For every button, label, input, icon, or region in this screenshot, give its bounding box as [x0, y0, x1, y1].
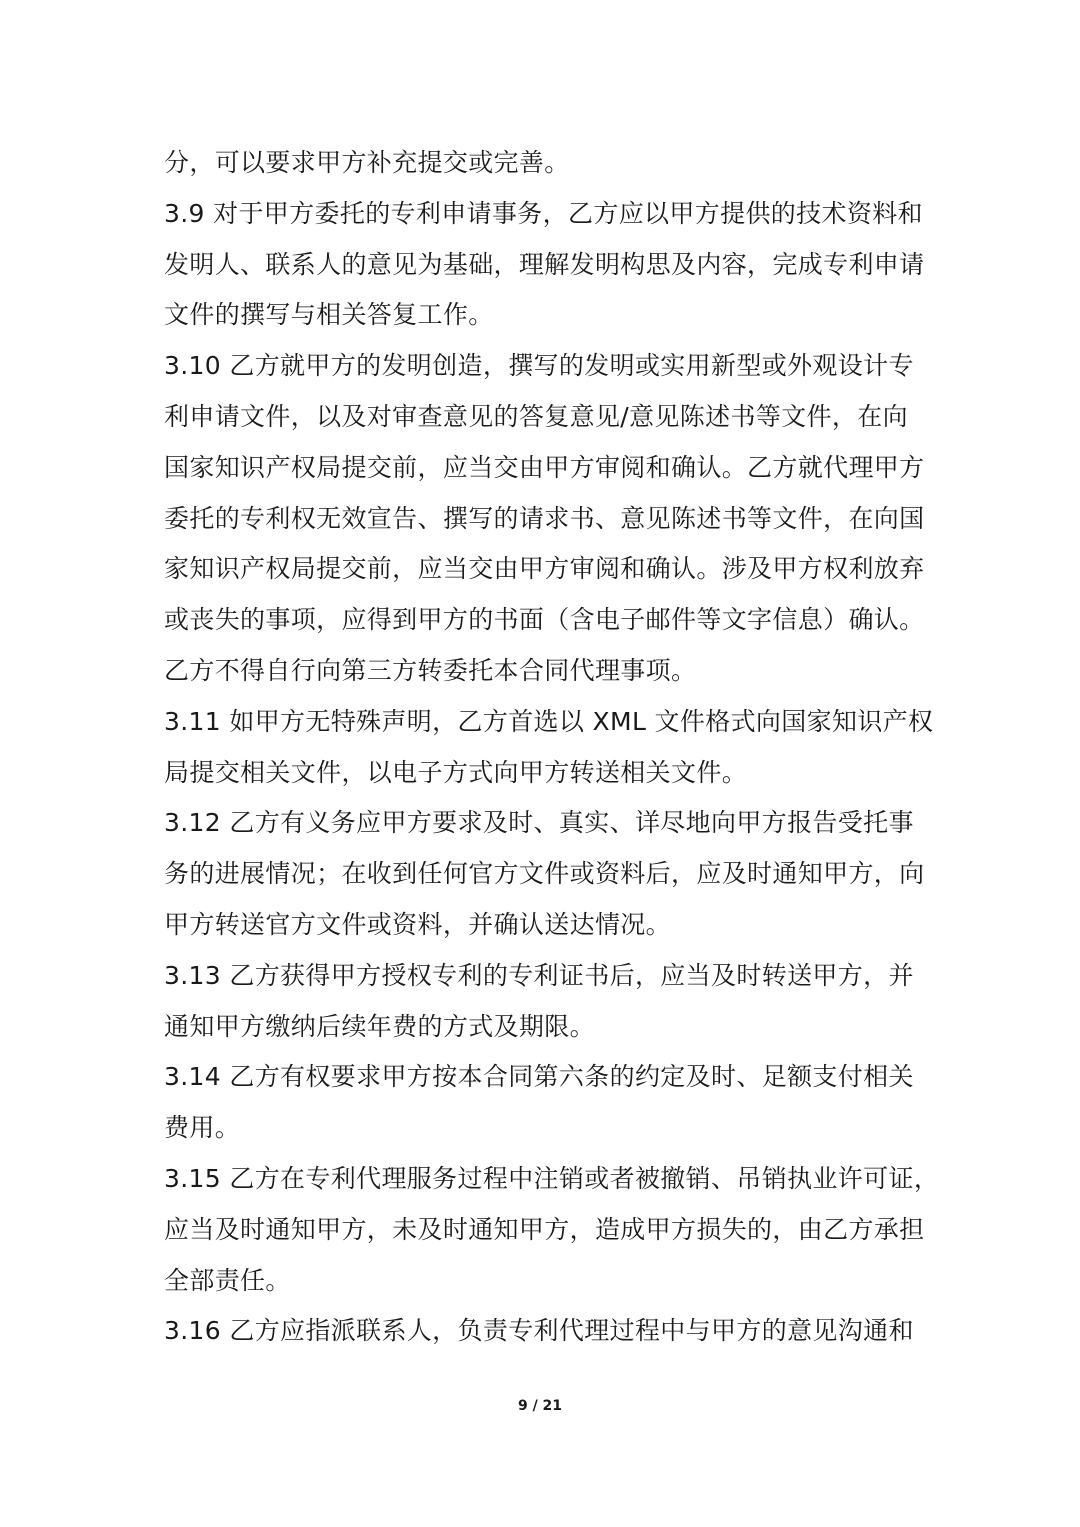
text-line: 发明人、联系人的意见为基础，理解发明构思及内容，完成专利申请 — [164, 249, 925, 279]
text-line: 甲方转送官方文件或资料，并确认送达情况。 — [164, 909, 672, 939]
text-line: 3.15 乙方在专利代理服务过程中注销或者被撤销、吊销执业许可证， — [164, 1163, 940, 1193]
text-line: 3.12 乙方有义务应甲方要求及时、真实、详尽地向甲方报告受托事 — [164, 808, 914, 838]
text-line: 分，可以要求甲方补充提交或完善。 — [164, 148, 570, 177]
text-line: 3.14 乙方有权要求甲方按本合同第六条的约定及时、足额支付相关 — [164, 1062, 914, 1092]
text-line: 务的进展情况；在收到任何官方文件或资料后，应及时通知甲方，向 — [164, 859, 925, 889]
page-number: 9 / 21 — [517, 1398, 563, 1414]
text-line: 或丧失的事项，应得到甲方的书面（含电子邮件等文字信息）确认。 — [164, 605, 925, 635]
text-line: 全部责任。 — [164, 1265, 291, 1295]
text-line: 3.13 乙方获得甲方授权专利的专利证书后，应当及时转送甲方，并 — [164, 960, 914, 990]
text-line: 应当及时通知甲方，未及时通知甲方，造成甲方损失的，由乙方承担 — [164, 1214, 925, 1244]
text-line: 文件的撰写与相关答复工作。 — [164, 300, 494, 330]
body-text — [164, 138, 940, 1357]
text-line: 3.9 对于甲方委托的专利申请事务，乙方应以甲方提供的技术资料和 — [164, 198, 923, 228]
text-line: 利申请文件，以及对审查意见的答复意见/意见陈述书等文件，在向 — [164, 401, 908, 431]
text-line: 通知甲方缴纳后续年费的方式及期限。 — [164, 1011, 595, 1041]
text-line: 费用。 — [164, 1113, 241, 1143]
text-line: 委托的专利权无效宣告、撰写的请求书、意见陈述书等文件，在向国 — [164, 503, 925, 533]
text-line: 3.10 乙方就甲方的发明创造，撰写的发明或实用新型或外观设计专 — [164, 351, 914, 381]
text-line: 3.11 如甲方无特殊声明，乙方首选以 XML 文件格式向国家知识产权 — [164, 706, 934, 736]
text-line: 国家知识产权局提交前，应当交由甲方审阅和确认。乙方就代理甲方 — [164, 452, 925, 482]
text-line: 乙方不得自行向第三方转委托本合同代理事项。 — [164, 655, 697, 685]
text-line: 局提交相关文件，以电子方式向甲方转送相关文件。 — [164, 757, 748, 787]
text-line: 3.16 乙方应指派联系人，负责专利代理过程中与甲方的意见沟通和 — [164, 1316, 914, 1346]
text-line: 家知识产权局提交前，应当交由甲方审阅和确认。涉及甲方权利放弃 — [164, 554, 925, 584]
